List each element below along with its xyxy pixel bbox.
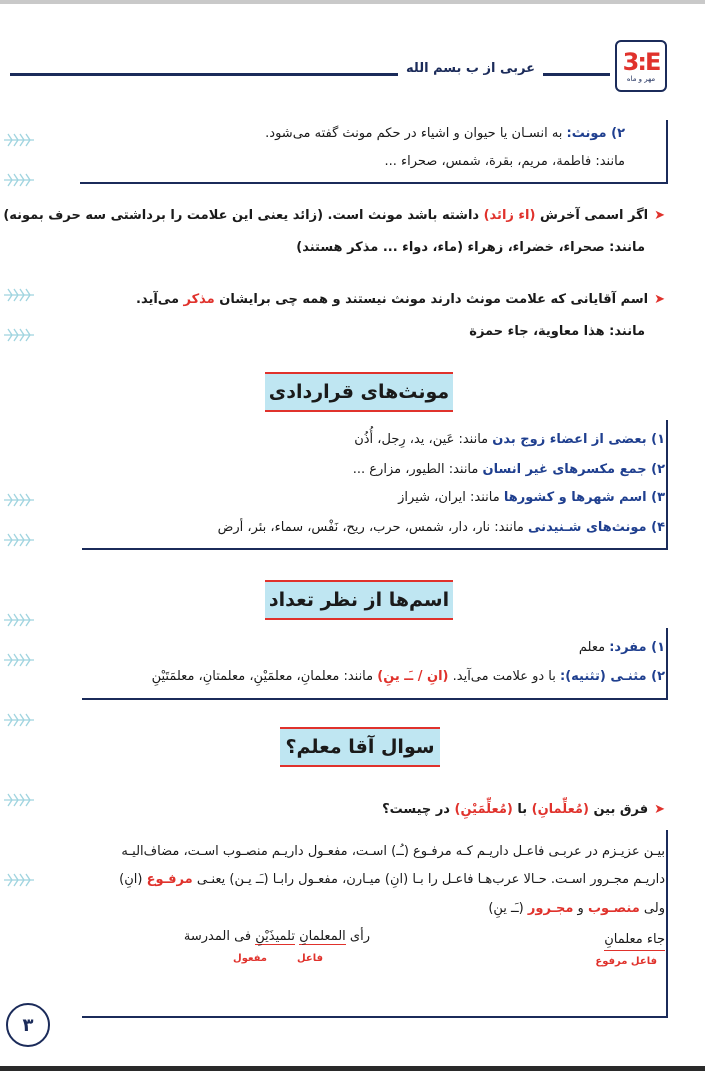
arrow-icon: ➤ [654,802,665,817]
example1-label: فاعل مرفوع [595,956,657,967]
intro-definition [265,124,625,144]
example2-prefix: رأی [345,929,370,944]
top-border [0,0,705,4]
publisher-logo [615,40,667,92]
explanation-line-3 [488,899,665,919]
example2-suffix: فی المدرسة [183,929,256,944]
point2-red: مذکر [183,292,215,307]
example2-mafool: تلمیذَیْنِ [255,929,295,944]
section1-item-2 [353,460,665,480]
section3-rule [82,1016,668,1018]
section1-item-1 [354,430,665,450]
section1-vbar [666,420,668,550]
page-number: ۳ [6,1003,50,1047]
example2-label-mafool: مفعول [233,953,267,964]
intro-text: به انسـان یا حیوان و اشیاء در حکم مونث گفته می‌شود. [265,126,567,141]
point1-text-a: اگر اسمی آخرش [535,208,649,223]
section1-item-4 [218,518,665,538]
question [382,800,665,820]
item-red: (انِ / ـَـ ینِ) [377,669,449,684]
section1-item-3 [398,488,665,508]
item-text: مانند: عَین، ید، رِجل، أُذُن [354,432,493,447]
logo-mark: 3:E [622,47,660,76]
point1-text-b: داشته باشد مونث است. (زائد یعنی این علامت را برداشتی سه حرف بمونه) [3,208,484,223]
point2-text-a: اسم آقایانی که علامت مونث دارند مونث نیستند و همه چی برایشان [214,292,649,307]
logo-subtitle: مهر و ماه [626,74,656,83]
arrow-icon: ➤ [654,292,665,307]
arrow-icon: ➤ [654,208,665,223]
section2-title: اسم‌ها از نظر تعداد [265,580,453,620]
example1-text: جاء معلمانِ [604,930,665,951]
item-text: مانند: ایران، شیراز [398,490,504,505]
section1-rule [82,548,668,550]
point2-example: مانند: هذا معاویة، جاء حمزة [469,324,645,339]
question-b: در چیست؟ [382,802,455,817]
example2-sentence [184,927,370,947]
item-label: ۲) مثنـی (تثنیه): [560,669,665,684]
bottom-border [0,1066,705,1071]
intro-example: مانند: فاطمة، مریم، بقرة، شمس، صحراء ... [384,154,625,169]
item-label: ۳) اسم شهرها و کشورها [503,490,665,505]
para3-a: ولی [639,901,665,916]
point1-example: مانند: صحراء، خضراء، زهراء (ماء، دواء ... مذکر هستند) [296,240,645,255]
section2-vbar [666,628,668,700]
question-red1: (مُعلِّمانِ) [531,802,589,817]
item-label: ۴) مونث‌های شـنیدنی [528,520,665,535]
section1-title: مونث‌های قراردادی [265,372,453,412]
question-red2: (مُعلِّمَیْنِ) [454,802,513,817]
question-mid: با [512,802,532,817]
item-label: ۲) جمع مکسرهای غیر انسان [482,462,665,477]
item-label: ۱) بعضی از اعضاء زوج بدن [492,432,665,447]
point2-text [136,290,665,310]
item-text: معلم [578,640,610,655]
point1-red: (اء زائد) [483,208,536,223]
intro-vbar [666,120,668,184]
point1-text [3,206,665,226]
item-text: مانند: نار، دار، شمس، حرب، ریح، نَفْس، سماء، بئر، أرض [217,520,529,535]
item-text-a: با دو علامت می‌آید. [448,669,561,684]
explanation-line-1: بیـن عزیـزم در عربـی فاعـل داریـم کـه مرفـوع (ـُـ) اسـت، مفعـول داریـم منصـوب اسـت، مضاف‌الیـه [121,844,665,859]
question-a: فرق بین [588,802,649,817]
decorative-leaf-pattern [0,120,38,920]
example2-label-fail: فاعل [296,953,323,964]
intro-rule [80,182,668,184]
para3-red1: منصـوب [587,901,640,916]
section2-item-2 [152,667,665,687]
section2-item-1 [579,638,665,658]
intro-label: ۲) مونث: [566,126,625,141]
item-text: مانند: الطیور، مزارع ... [352,462,483,477]
para3-mid: و [573,901,588,916]
section2-rule [82,698,668,700]
item-text-b: مانند: معلمانِ، معلمَیْنِ، معلمتانِ، معلمَتَیْنِ [151,669,378,684]
section3-title: سوال آقا معلم؟ [280,727,440,767]
item-label: ۱) مفرد: [609,640,665,655]
example2-fail: المعلمانِ [299,929,346,944]
point2-text-b: می‌آید. [136,292,184,307]
section3-vbar [666,830,668,1018]
header-title: عربی از ب بسم الله [398,61,543,76]
para2-red: مرفـوع [146,872,193,887]
para2-a: داریـم مجـرور اسـت. حـالا عرب‌هـا فاعـل را بـا (انِ) میـارن، مفعـول رابـا (ـَـ یـن) یعنـی [192,872,665,887]
para2-b: (انِ) [119,872,147,887]
para3-red2: مجـرور [527,901,574,916]
para3-b: (ـَـ ینِ) [488,901,528,916]
explanation-line-2 [119,870,665,890]
